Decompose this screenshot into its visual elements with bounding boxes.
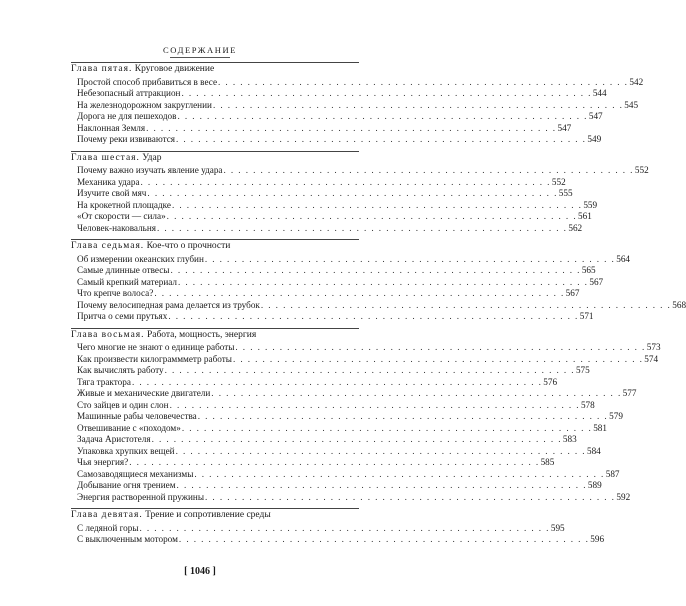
page-number-bracket-left: [ xyxy=(184,566,188,577)
chapter-label: Глава пятая. xyxy=(71,64,133,74)
toc-entry-page: 564 xyxy=(616,253,631,264)
page-number-value: 1046 xyxy=(190,566,210,577)
dot-leader: . . . . . . . . . . . . . . . . . . . . . . . . . . . . . . . . . . . . . . . . . . . . . . . . . . . . . . . . xyxy=(181,422,593,433)
chapter-title: Круговое движение xyxy=(134,64,215,74)
toc-entry-title: С выключенным мотором xyxy=(77,534,178,544)
toc-entry[interactable] xyxy=(77,199,598,212)
dot-leader: . . . . . . . . . . . . . . . . . . . . . . . . . . . . . . . . . . . . . . . . . . . . . . . . . . . . . . . . xyxy=(154,288,565,298)
table-of-contents xyxy=(71,62,686,546)
toc-entry-title: С ледяной горы xyxy=(77,522,139,533)
toc-entry-page: 589 xyxy=(587,480,602,490)
dot-leader: . . . . . . . . . . . . . . . . . . . . . . . . . . . . . . . . . . . . . . . . . . . . . . . . . . . . . . . . xyxy=(223,165,634,175)
toc-entry[interactable] xyxy=(77,434,577,446)
toc-entry[interactable] xyxy=(77,265,596,277)
toc-entry[interactable] xyxy=(77,399,595,412)
dot-leader: . . . . . . . . . . . . . . . . . . . . . . . . . . . . . . . . . . . . . . . . . . . . . . . . . . . . . . . . xyxy=(232,353,644,364)
dot-leader: . . . . . . . . . . . . . . . . . . . . . . . . . . . . . . . . . . . . . . . . . . . . . . . . . . . . . . . . xyxy=(164,365,575,375)
toc-entry-page: 581 xyxy=(593,422,607,433)
toc-entry-page: 577 xyxy=(622,388,637,398)
toc-entry[interactable] xyxy=(77,376,558,389)
toc-entry-page: 585 xyxy=(540,457,555,467)
dot-leader: . . . . . . . . . . . . . . . . . . . . . . . . . . . . . . . . . . . . . . . . . . . . . . . . . . . . . . . . xyxy=(166,211,578,221)
toc-entry[interactable] xyxy=(77,522,565,535)
toc-entry-page: 559 xyxy=(583,199,598,210)
chapter-title: Трение и сопротивление среды xyxy=(145,510,271,520)
toc-entry[interactable] xyxy=(77,480,602,492)
chapter-heading xyxy=(71,64,359,76)
toc-entry-title: Живые и механические двигатели xyxy=(77,388,211,398)
chapter-title: Работа, мощность, энергия xyxy=(146,329,257,340)
toc-entry-title: Самозаводящиеся механизмы xyxy=(77,468,194,479)
toc-entry-title: Машинные рабы человечества xyxy=(77,411,197,421)
chapter-divider xyxy=(71,151,359,152)
dot-leader: . . . . . . . . . . . . . . . . . . . . . . . . . . . . . . . . . . . . . . . . . . . . . . . . . . . . . . . . xyxy=(178,534,590,544)
page-title: СОДЕРЖАНИЕ xyxy=(162,45,238,55)
toc-entry-page: 578 xyxy=(580,399,595,410)
chapter-label: Глава седьмая. xyxy=(71,241,145,251)
dot-leader: . . . . . . . . . . . . . . . . . . . . . . . . . . . . . . . . . . . . . . . . . . . . . . . . . . . . . . . . xyxy=(139,522,550,533)
toc-entry-title: «От скорости — сила» xyxy=(77,211,166,221)
toc-entry-page: 583 xyxy=(562,434,577,444)
toc-entry-page: 567 xyxy=(589,276,604,287)
toc-entry[interactable] xyxy=(77,211,592,223)
toc-entry-title: Упаковка хрупких вещей xyxy=(77,445,175,456)
chapter-label: Глава девятая. xyxy=(71,510,143,520)
toc-entry[interactable] xyxy=(77,88,607,100)
toc-entry[interactable] xyxy=(77,276,604,289)
chapter-divider xyxy=(71,508,359,509)
toc-entry-title: Притча о семи прутьях xyxy=(77,311,168,321)
toc-entry-page: 595 xyxy=(550,522,565,533)
chapter-section xyxy=(71,62,644,146)
toc-entry[interactable] xyxy=(77,299,686,312)
toc-entry-title: Энергия растворенной пружины xyxy=(77,491,205,502)
chapter-section xyxy=(71,508,605,546)
toc-entry-title: На железнодорожном закруглении xyxy=(77,99,212,110)
toc-entry[interactable] xyxy=(77,534,605,546)
dot-leader: . . . . . . . . . . . . . . . . . . . . . . . . . . . . . . . . . . . . . . . . . . . . . . . . . . . . . . . . xyxy=(131,376,543,387)
chapter-heading xyxy=(71,510,359,522)
dot-leader: . . . . . . . . . . . . . . . . . . . . . . . . . . . . . . . . . . . . . . . . . . . . . . . . . . . . . . . . xyxy=(140,176,551,187)
toc-entry[interactable] xyxy=(77,311,594,323)
toc-entry-page: 571 xyxy=(579,311,594,321)
chapter-heading xyxy=(71,153,359,165)
dot-leader: . . . . . . . . . . . . . . . . . . . . . . . . . . . . . . . . . . . . . . . . . . . . . . . . . . . . . . . . xyxy=(205,491,616,502)
chapter-divider xyxy=(71,239,359,240)
dot-leader: . . . . . . . . . . . . . . . . . . . . . . . . . . . . . . . . . . . . . . . . . . . . . . . . . . . . . . . . xyxy=(176,480,587,490)
toc-entry-page: 545 xyxy=(624,99,639,110)
toc-entry-page: 587 xyxy=(605,468,620,479)
dot-leader: . . . . . . . . . . . . . . . . . . . . . . . . . . . . . . . . . . . . . . . . . . . . . . . . . . . . . . . . xyxy=(260,299,672,310)
toc-entry[interactable] xyxy=(77,365,590,377)
toc-entry-title: Механика удара xyxy=(77,176,140,187)
dot-leader: . . . . . . . . . . . . . . . . . . . . . . . . . . . . . . . . . . . . . . . . . . . . . . . . . . . . . . . . xyxy=(146,122,557,133)
toc-entry[interactable] xyxy=(77,445,601,458)
toc-entry-title: Как вычислять работу xyxy=(77,365,164,375)
toc-entry[interactable] xyxy=(77,222,583,235)
toc-entry[interactable] xyxy=(77,122,572,135)
toc-entry[interactable] xyxy=(77,288,580,300)
toc-entry-page: 573 xyxy=(646,342,661,352)
dot-leader: . . . . . . . . . . . . . . . . . . . . . . . . . . . . . . . . . . . . . . . . . . . . . . . . . . . . . . . . xyxy=(178,276,589,287)
chapter-heading xyxy=(71,241,359,253)
toc-entry[interactable] xyxy=(77,457,555,469)
toc-entry-title: Простой способ прибавиться в весе xyxy=(77,76,218,87)
dot-leader: . . . . . . . . . . . . . . . . . . . . . . . . . . . . . . . . . . . . . . . . . . . . . . . . . . . . . . . . xyxy=(171,199,583,210)
toc-entry-page: 547 xyxy=(557,122,572,133)
toc-entry-page: 592 xyxy=(616,491,631,502)
header-divider xyxy=(170,57,230,58)
toc-entry[interactable] xyxy=(77,253,631,266)
toc-entry[interactable] xyxy=(77,468,620,481)
toc-entry-page: 547 xyxy=(588,111,603,121)
chapter-section xyxy=(71,328,661,504)
toc-entry[interactable] xyxy=(77,134,602,146)
toc-entry[interactable] xyxy=(77,353,659,366)
toc-entry-title: Дорога не для пешеходов xyxy=(77,111,177,121)
dot-leader: . . . . . . . . . . . . . . . . . . . . . . . . . . . . . . . . . . . . . . . . . . . . . . . . . . . . . . . . xyxy=(204,253,616,264)
page-number xyxy=(0,566,400,577)
toc-entry[interactable] xyxy=(77,176,566,189)
dot-leader: . . . . . . . . . . . . . . . . . . . . . . . . . . . . . . . . . . . . . . . . . . . . . . . . . . . . . . . . xyxy=(194,468,605,479)
toc-entry-page: 552 xyxy=(551,176,566,187)
toc-entry-title: Самый крепкий материал xyxy=(77,276,177,287)
dot-leader: . . . . . . . . . . . . . . . . . . . . . . . . . . . . . . . . . . . . . . . . . . . . . . . . . . . . . . . . xyxy=(212,99,624,110)
toc-entry-title: Почему реки извиваются xyxy=(77,134,176,144)
toc-entry-page: 568 xyxy=(672,299,686,310)
dot-leader: . . . . . . . . . . . . . . . . . . . . . . . . . . . . . . . . . . . . . . . . . . . . . . . . . . . . . . . . xyxy=(170,265,581,275)
toc-entry-page: 575 xyxy=(575,365,590,375)
toc-entry-page: 552 xyxy=(634,165,649,175)
dot-leader: . . . . . . . . . . . . . . . . . . . . . . . . . . . . . . . . . . . . . . . . . . . . . . . . . . . . . . . . xyxy=(211,388,622,398)
dot-leader: . . . . . . . . . . . . . . . . . . . . . . . . . . . . . . . . . . . . . . . . . . . . . . . . . . . . . . . . xyxy=(181,88,592,98)
chapter-heading xyxy=(71,330,359,342)
toc-entry[interactable] xyxy=(77,411,623,423)
dot-leader: . . . . . . . . . . . . . . . . . . . . . . . . . . . . . . . . . . . . . . . . . . . . . . . . . . . . . . . . xyxy=(129,457,540,467)
chapter-section xyxy=(71,151,649,235)
toc-entry[interactable] xyxy=(77,342,661,354)
toc-entry-title: Почему важно изучать явление удара xyxy=(77,165,223,175)
toc-entry-page: 576 xyxy=(543,376,558,387)
toc-entry-title: Добывание огня трением xyxy=(77,480,176,490)
toc-entry-title: Чья энергия? xyxy=(77,457,129,467)
toc-entry-page: 549 xyxy=(587,134,602,144)
toc-entry-page: 544 xyxy=(592,88,607,98)
toc-entry[interactable] xyxy=(77,188,573,200)
toc-entry[interactable] xyxy=(77,388,637,400)
toc-entry[interactable] xyxy=(77,422,607,435)
toc-entry-title: Тяга трактора xyxy=(77,376,131,387)
toc-entry-title: На крокетной площадке xyxy=(77,199,171,210)
dot-leader: . . . . . . . . . . . . . . . . . . . . . . . . . . . . . . . . . . . . . . . . . . . . . . . . . . . . . . . . xyxy=(147,188,558,198)
toc-entry[interactable] xyxy=(77,491,631,504)
toc-entry[interactable] xyxy=(77,76,644,89)
chapter-section xyxy=(71,239,686,323)
toc-entry-title: Задача Аристотеля xyxy=(77,434,151,444)
dot-leader: . . . . . . . . . . . . . . . . . . . . . . . . . . . . . . . . . . . . . . . . . . . . . . . . . . . . . . . . xyxy=(169,399,580,410)
toc-entry-title: Самые длинные отвесы xyxy=(77,265,170,275)
toc-entry-title: Почему велосипедная рама делается из трубок xyxy=(77,299,260,310)
dot-leader: . . . . . . . . . . . . . . . . . . . . . . . . . . . . . . . . . . . . . . . . . . . . . . . . . . . . . . . . xyxy=(176,134,587,144)
toc-entry-page: 565 xyxy=(581,265,596,275)
toc-entry-page: 596 xyxy=(590,534,605,544)
chapter-divider xyxy=(71,328,359,329)
toc-entry-title: Изучите свой мяч xyxy=(77,188,147,198)
toc-entry-title: Как произвести килограммметр работы xyxy=(77,353,232,364)
dot-leader: . . . . . . . . . . . . . . . . . . . . . . . . . . . . . . . . . . . . . . . . . . . . . . . . . . . . . . . . xyxy=(177,111,588,121)
toc-entry-title: Небезопасный аттракцион xyxy=(77,88,181,98)
toc-entry-title: Об измерении океанских глубин xyxy=(77,253,204,264)
toc-entry-page: 584 xyxy=(586,445,601,456)
chapter-divider xyxy=(71,62,359,63)
chapter-title: Кое-что о прочности xyxy=(146,241,231,251)
toc-entry-page: 574 xyxy=(644,353,659,364)
dot-leader: . . . . . . . . . . . . . . . . . . . . . . . . . . . . . . . . . . . . . . . . . . . . . . . . . . . . . . . . xyxy=(175,445,586,456)
toc-entry-title: Чего многие не знают о единице работы xyxy=(77,342,235,352)
toc-entry-page: 562 xyxy=(568,222,583,233)
dot-leader: . . . . . . . . . . . . . . . . . . . . . . . . . . . . . . . . . . . . . . . . . . . . . . . . . . . . . . . . xyxy=(168,311,579,321)
chapter-title: Удар xyxy=(142,152,162,163)
toc-entry-page: 542 xyxy=(629,76,644,87)
toc-entry-title: Что крепче волоса? xyxy=(77,288,154,298)
toc-entry-page: 555 xyxy=(558,188,573,198)
toc-entry-title: Отвешивание с «походом» xyxy=(77,422,181,433)
chapter-label: Глава восьмая. xyxy=(71,329,145,340)
dot-leader: . . . . . . . . . . . . . . . . . . . . . . . . . . . . . . . . . . . . . . . . . . . . . . . . . . . . . . . . xyxy=(197,411,609,421)
toc-entry-page: 567 xyxy=(565,288,580,298)
toc-entry-page: 561 xyxy=(578,211,592,221)
dot-leader: . . . . . . . . . . . . . . . . . . . . . . . . . . . . . . . . . . . . . . . . . . . . . . . . . . . . . . . . xyxy=(235,342,646,352)
toc-entry-title: Наклонная Земля xyxy=(77,122,146,133)
toc-entry[interactable] xyxy=(77,165,649,177)
page-number-bracket-right: ] xyxy=(212,566,216,577)
toc-entry[interactable] xyxy=(77,111,603,123)
chapter-label: Глава шестая. xyxy=(71,152,140,163)
dot-leader: . . . . . . . . . . . . . . . . . . . . . . . . . . . . . . . . . . . . . . . . . . . . . . . . . . . . . . . . xyxy=(218,76,629,87)
toc-entry[interactable] xyxy=(77,99,639,112)
dot-leader: . . . . . . . . . . . . . . . . . . . . . . . . . . . . . . . . . . . . . . . . . . . . . . . . . . . . . . . . xyxy=(151,434,562,444)
toc-entry-title: Человек-наковальня xyxy=(77,222,156,233)
toc-entry-title: Сто зайцев и один слон xyxy=(77,399,169,410)
dot-leader: . . . . . . . . . . . . . . . . . . . . . . . . . . . . . . . . . . . . . . . . . . . . . . . . . . . . . . . . xyxy=(157,222,568,233)
toc-entry-page: 579 xyxy=(609,411,623,421)
